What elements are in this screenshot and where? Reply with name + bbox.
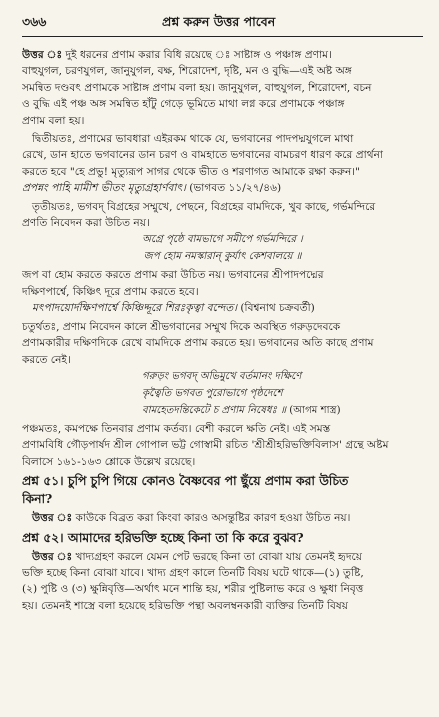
verse-reference: (আগম শাস্ত্র) bbox=[289, 404, 341, 416]
header-rule bbox=[22, 36, 423, 37]
verse-line: গরুড়ং ভগবদ্ অভিমুখে বর্তমানং দক্ষিণে bbox=[142, 370, 302, 382]
text-line: বাহুযুগল, চরণযুগল, জানুযুগল, বক্ষ, শিরোদেশ, দৃষ্টি, মন ও বুদ্ধি—এই অষ্ট অঙ্গ bbox=[22, 65, 352, 78]
sanskrit-quote: মৎপাদয়োর্দক্ষিণপার্শ্বে কিঞ্চিদ্দূরে শিরঃকৃত্বা বন্দেত। (বিশ্বনাথ চক্রবর্তী) bbox=[32, 302, 315, 315]
question-51: প্রশ্ন ৫১। চুপি চুপি গিয়ে কোনও বৈষ্ণবের পা ছুঁয়ে প্রণাম করা উচিত কিনা? bbox=[22, 473, 349, 507]
text-line: প্রণতি নিবেদন করা উচিত নয়। bbox=[22, 217, 150, 230]
verse-line: বামহেতদন্তিকেটে চ প্রণাম নিষেধঃ ॥ (আগম শাস্ত্র) bbox=[142, 404, 341, 416]
text-line: দক্ষিণপার্শ্বে, কিঞ্চিৎ দূরে প্রণাম করতে হবে। bbox=[22, 285, 199, 298]
text-line: হয়। তেমনই শাস্ত্রে বলা হয়েছে হরিভক্তি পন্থা অবলম্বনকারী ব্যক্তির তিনটি বিষয় bbox=[22, 599, 348, 612]
running-title: প্রশ্ন করুন উত্তর পাবেন bbox=[162, 14, 276, 29]
answer-51: উত্তর ঃ কাউকে বিব্রত করা কিংবা কারও অসন্তুষ্টির কারণ হওয়া উচিত নয়। bbox=[32, 512, 351, 525]
text-line: উত্তর ঃ দুই ধরনের প্রণাম করার বিধি রয়েছে ঃ সাষ্টাঙ্গ ও পঞ্চাঙ্গ প্রণাম। bbox=[22, 49, 332, 61]
verse-line: অগ্রে পৃষ্ঠে বামভাগে সমীপে গর্ভমন্দিরে । bbox=[142, 234, 303, 246]
answer-label: উত্তর ঃ bbox=[22, 49, 63, 61]
text-line: প্রণাম বলা হয়। bbox=[22, 114, 85, 127]
paragraph-fifth bbox=[22, 319, 423, 419]
text-line: জপ বা হোম করতে করতে প্রণাম করা উচিত নয়। ভগবানের শ্রীপাদপদ্মের bbox=[22, 269, 324, 282]
quote-reference: (বিশ্বনাথ চক্রবর্তী) bbox=[240, 302, 315, 315]
answer-label: উত্তর ঃ bbox=[32, 512, 73, 525]
question-52: প্রশ্ন ৫২। আমাদের হরিভক্তি হচ্ছে কিনা তা কি করে বুঝব? bbox=[22, 529, 304, 545]
paragraph-second bbox=[22, 131, 423, 197]
verse-line: জপ হোম নমস্কারান্ কুর্যাৎ কেশবালয়ে ॥ bbox=[143, 251, 302, 263]
text-line: করতে হবে "হে প্রভু! মৃত্যুরূপ সাগর থেকে ভীত ও শরণাগত আমাকে রক্ষা করুন।" bbox=[22, 165, 360, 178]
question-label: প্রশ্ন ৫২। bbox=[22, 529, 64, 545]
answer-1 bbox=[22, 47, 423, 129]
text-line: প্রণামকারীর দক্ষিণদিকে রেখে বামদিকে প্রণাম করতে হয়। ভগবানের অতি কাছে প্রণাম bbox=[22, 337, 374, 350]
page-number: ৩৬৬ bbox=[22, 14, 47, 29]
paragraph-fourth bbox=[22, 267, 423, 316]
verse-line: কৃত্বৈতি ভগবত পুরোভাগে পৃষ্ঠদেশে bbox=[142, 387, 283, 399]
text-line: চতুর্থতঃ, প্রণাম নিবেদন কালে শ্রীভগবানের সম্মুখ দিকে অবস্থিত গরুড়দেবকে bbox=[22, 320, 341, 333]
quote-reference: (ভাগবত ১১/২৭/৪৬) bbox=[189, 182, 282, 195]
text-line: পঞ্চমতঃ, কমপক্ষে তিনবার প্রণাম কর্তব্য। বেশী করলে ক্ষতি নেই। এই সমস্ত bbox=[22, 422, 331, 435]
text-line: রেখে, ডান হাতে ভগবানের ডান চরণ ও বামহাতে ভগবানের বামচরণ ধারণ করে প্রার্থনা bbox=[22, 149, 383, 162]
text-line: দ্বিতীয়তঃ, প্রণামের ভাবধারা এইরকম থাকে যে, ভগবানের পাদপদ্মযুগলে মাথা bbox=[32, 133, 354, 146]
answer-52: উত্তর ঃ খাদ্যগ্রহণ করলে যেমন পেট ভরছে কিনা তা বোঝা যায় তেমনই হৃদয়ে ভক্তি হচ্ছে কিনা বোঝা যাবে। খাদ্য গ্রহণ কালে তিনটি বিষয় ঘটে থাকে—(১) তুষ্টি, (২) পুষ্টি ও (৩) ক্ষুন্নিবৃত্তি—অর্থাৎ মনে শান্তি হয়, শরীর পুষ্টিলাভ করে ও ক্ষুধা নিবৃত্ত হয়। তেমনই শাস্ত্রে বলা হয়েছে হরিভক্তি পন্থা অবলম্বনকারী ব্যক্তির তিনটি বিষয় bbox=[22, 549, 423, 615]
text-line: প্রণামবিধি গৌড়পার্ষদ শ্রীল গোপাল ভট্ট গোস্বামী রচিত 'শ্রীশ্রীহরিভক্তিবিলাস' গ্রন্থে অষ্টম bbox=[22, 439, 389, 452]
paragraph-fifth-point bbox=[22, 421, 423, 470]
text-line: করতে নেই। bbox=[22, 353, 71, 366]
question-label: প্রশ্ন ৫১। bbox=[22, 473, 64, 489]
text-line: ভক্তি হচ্ছে কিনা বোঝা যাবে। খাদ্য গ্রহণ কালে তিনটি বিষয় ঘটে থাকে—(১) তুষ্টি, bbox=[22, 566, 364, 579]
page-header bbox=[22, 14, 423, 34]
text-line: সমন্বিত দণ্ডবৎ প্রণামকে সাষ্টাঙ্গ প্রণাম বলা হয়। জানুযুগল, বাহুযুগল, শিরোদেশ, বচন bbox=[22, 81, 372, 94]
paragraph-third bbox=[22, 199, 423, 266]
sanskrit-quote: প্রপন্নং পাহি মামীশ ভীতং মৃত্যুগ্রহার্ণবাৎ। (ভাগবত ১১/২৭/৪৬) bbox=[22, 182, 282, 195]
text-line: বিলাসে ১৬১-১৬৩ শ্লোকে উল্লেখ রয়েছে। bbox=[22, 455, 196, 468]
text-line: ও বুদ্ধি এই পঞ্চ অঙ্গ সমন্বিত হাঁটু গেড়ে ভূমিতে মাথা লগ্ন করে প্রণামকে পঞ্চাঙ্গ bbox=[22, 98, 345, 111]
text-line: তৃতীয়তঃ, ভগবদ্ বিগ্রহের সম্মুখে, পেছনে, বিগ্রহের বামদিকে, খুব কাছে, গর্ভমন্দিরে bbox=[32, 200, 376, 213]
text-line: (২) পুষ্টি ও (৩) ক্ষুন্নিবৃত্তি—অর্থাৎ মনে শান্তি হয়, শরীর পুষ্টিলাভ করে ও ক্ষুধা নিবৃত্ত bbox=[22, 583, 364, 596]
answer-label: উত্তর ঃ bbox=[32, 550, 73, 563]
